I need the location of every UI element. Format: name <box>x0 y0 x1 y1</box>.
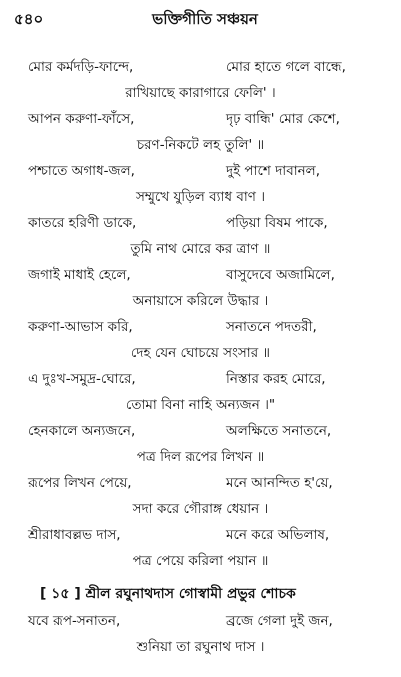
stanza-line-2 <box>0 342 401 364</box>
verse-line-center: চরণ-নিকটে লহ তুলি' ॥ <box>136 137 265 153</box>
verse-line-left: হেনকালে অন্যজনে, <box>28 423 136 439</box>
final-stanza-line-1 <box>0 610 401 632</box>
stanza-line-2 <box>0 134 401 156</box>
verse-line-right: ব্রজে গেলা দুই জন, <box>226 613 333 629</box>
stanza-line-1 <box>0 316 401 338</box>
stanza-line-2 <box>0 290 401 312</box>
page-header <box>0 6 401 34</box>
stanza-line-1 <box>0 212 401 234</box>
verse-line-left: কাতরে হরিণী ডাকে, <box>28 215 137 231</box>
verse-line-left: শ্রীরাধাবল্লভ দাস, <box>28 527 121 543</box>
verse-line-right: নিস্তার করহ মোরে, <box>226 371 326 387</box>
verse-line-left: পশ্চাতে অগাধ-জল, <box>28 163 135 179</box>
verse-line-center: তুমি নাথ মোরে কর ত্রাণ ॥ <box>130 241 271 257</box>
verse-line-center: পত্র পেয়ে করিলা পয়ান ॥ <box>132 553 269 569</box>
verse-line-left: আপন করুণা-ফাঁসে, <box>28 111 135 127</box>
stanza-line-1 <box>0 56 401 78</box>
stanza-line-1 <box>0 472 401 494</box>
verse-line-right: অলক্ষিতে সনাতনে, <box>226 423 332 439</box>
stanza-line-2 <box>0 446 401 468</box>
page-number: ৫৪০ <box>14 10 44 28</box>
stanza-line-2 <box>0 82 401 104</box>
verse-line-center: রাখিয়াছে কারাগারে ফেলি' । <box>125 85 276 101</box>
stanza-line-2 <box>0 186 401 208</box>
verse-line-left: যবে রূপ-সনাতন, <box>28 613 121 629</box>
verse-line-left: মোর কর্মদড়ি-ফান্দে, <box>28 59 134 75</box>
stanza-line-1 <box>0 264 401 286</box>
stanza-line-1 <box>0 368 401 390</box>
verse-line-center: সম্মুখে যুড়িল ব্যাধ বাণ । <box>135 189 266 205</box>
verse-line-right: মোর হাতে গলে বান্ধে, <box>226 59 346 75</box>
stanza-line-1 <box>0 524 401 546</box>
verse-line-center: সদা করে গৌরাঙ্গ ধেয়ান । <box>132 501 269 517</box>
verse-line-center: শুনিয়া তা রঘুনাথ দাস । <box>136 639 265 655</box>
verse-line-right: সনাতনে পদতরী, <box>226 319 317 335</box>
section-heading-text: [ ১৫ ] শ্রীল রঘুনাথদাস গোস্বামী প্রভুর শোচক <box>40 586 296 602</box>
verse-line-right: বাসুদেবে অজামিলে, <box>226 267 335 283</box>
verse-line-right: পড়িয়া বিষম পাকে, <box>226 215 328 231</box>
verse-line-left: রূপের লিখন পেয়ে, <box>28 475 132 491</box>
verse-line-center: পত্র দিল রূপের লিখন ॥ <box>136 449 265 465</box>
verse-line-center: অনায়াসে করিলে উদ্ধার । <box>132 293 269 309</box>
verse-line-left: এ দুঃখ-সমুদ্র-ঘোরে, <box>28 371 136 387</box>
stanza-line-1 <box>0 108 401 130</box>
stanza-line-2 <box>0 238 401 260</box>
section-heading <box>0 582 401 606</box>
verse-line-right: মনে করে অভিলাষ, <box>226 527 330 543</box>
stanza-line-2 <box>0 550 401 572</box>
final-stanza-line-2 <box>0 636 401 658</box>
verse-line-right: মনে আনন্দিত হ'য়ে, <box>226 475 333 491</box>
stanza-line-2 <box>0 394 401 416</box>
stanza-line-1 <box>0 160 401 182</box>
verse-line-center: দেহ যেন ঘোচয়ে সংসার ॥ <box>130 345 271 361</box>
stanza-line-2 <box>0 498 401 520</box>
verse-line-left: জগাই মাধাই হেলে, <box>28 267 131 283</box>
running-title: ভক্তিগীতি সঞ্চয়ন <box>152 10 258 28</box>
verse-line-right: দৃঢ় বান্ধি' মোর কেশে, <box>226 111 340 127</box>
verse-line-right: দুই পাশে দাবানল, <box>226 163 321 179</box>
verse-line-center: তোমা বিনা নাহি অন্যজন ।" <box>125 397 276 413</box>
stanza-line-1 <box>0 420 401 442</box>
verse-line-left: করুণা-আভাস করি, <box>28 319 133 335</box>
